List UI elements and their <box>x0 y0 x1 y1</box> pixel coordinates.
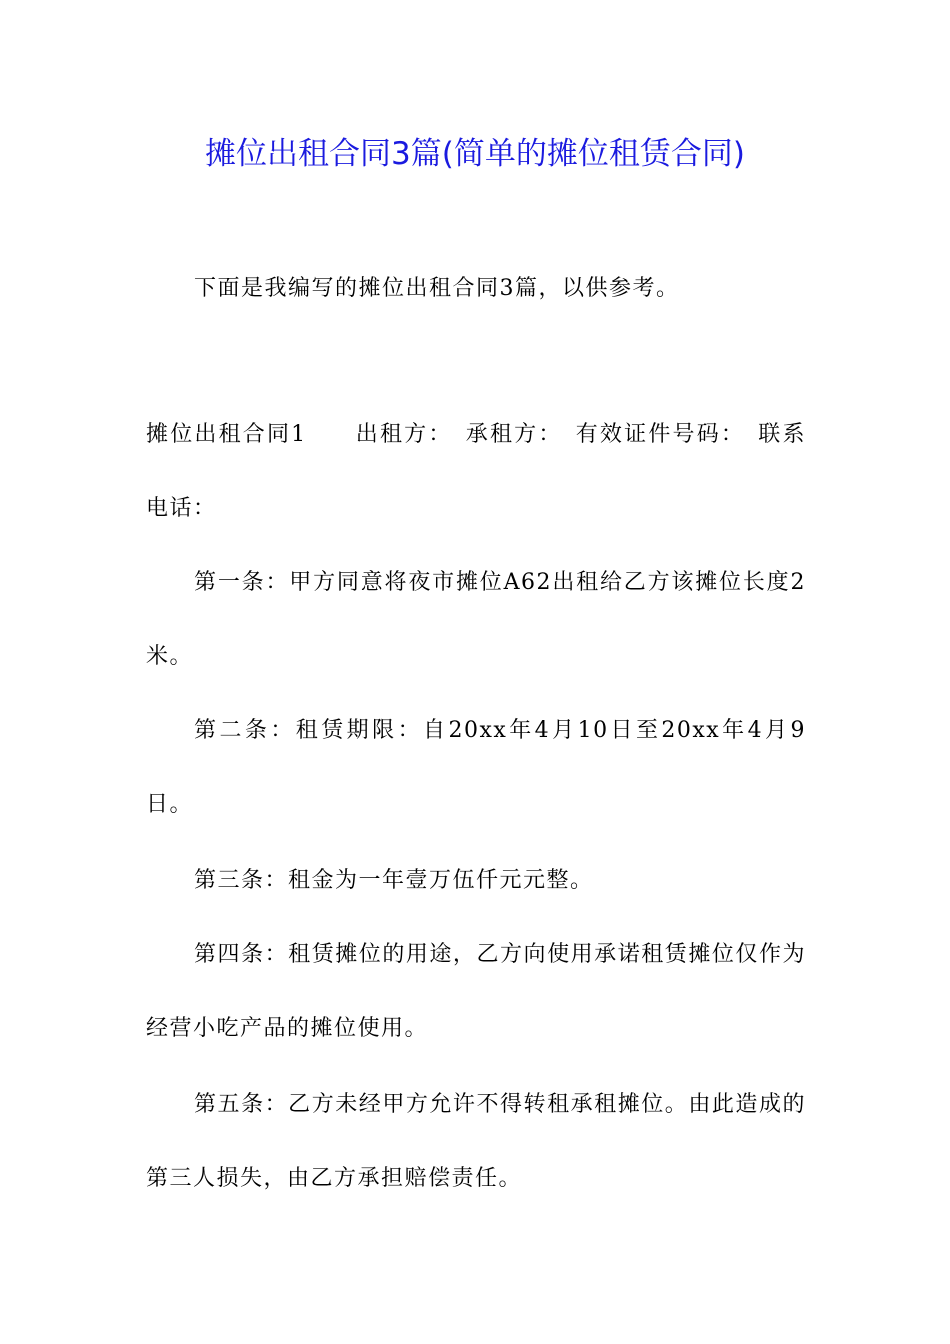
clause-3-paragraph: 第三条：租金为一年壹万伍仟元元整。 <box>194 868 594 893</box>
intro-paragraph: 下面是我编写的摊位出租合同3篇，以供参考。 <box>194 276 680 301</box>
contract-header-paragraph: 摊位出租合同1 出租方： 承租方： 有效证件号码： 联系电话： <box>146 422 806 521</box>
clause-2-paragraph: 第二条：租赁期限：自20xx年4月10日至20xx年4月9日。 <box>146 718 806 817</box>
clause-5-paragraph: 第五条：乙方未经甲方允许不得转租承租摊位。由此造成的第三人损失，由乙方承担赔偿责任。 <box>146 1092 806 1191</box>
document-title: 摊位出租合同3篇(简单的摊位租赁合同) <box>205 136 745 172</box>
clause-4-paragraph: 第四条：租赁摊位的用途，乙方向使用承诺租赁摊位仅作为经营小吃产品的摊位使用。 <box>146 942 806 1041</box>
clause-1-paragraph: 第一条：甲方同意将夜市摊位A62出租给乙方该摊位长度2米。 <box>146 570 806 669</box>
